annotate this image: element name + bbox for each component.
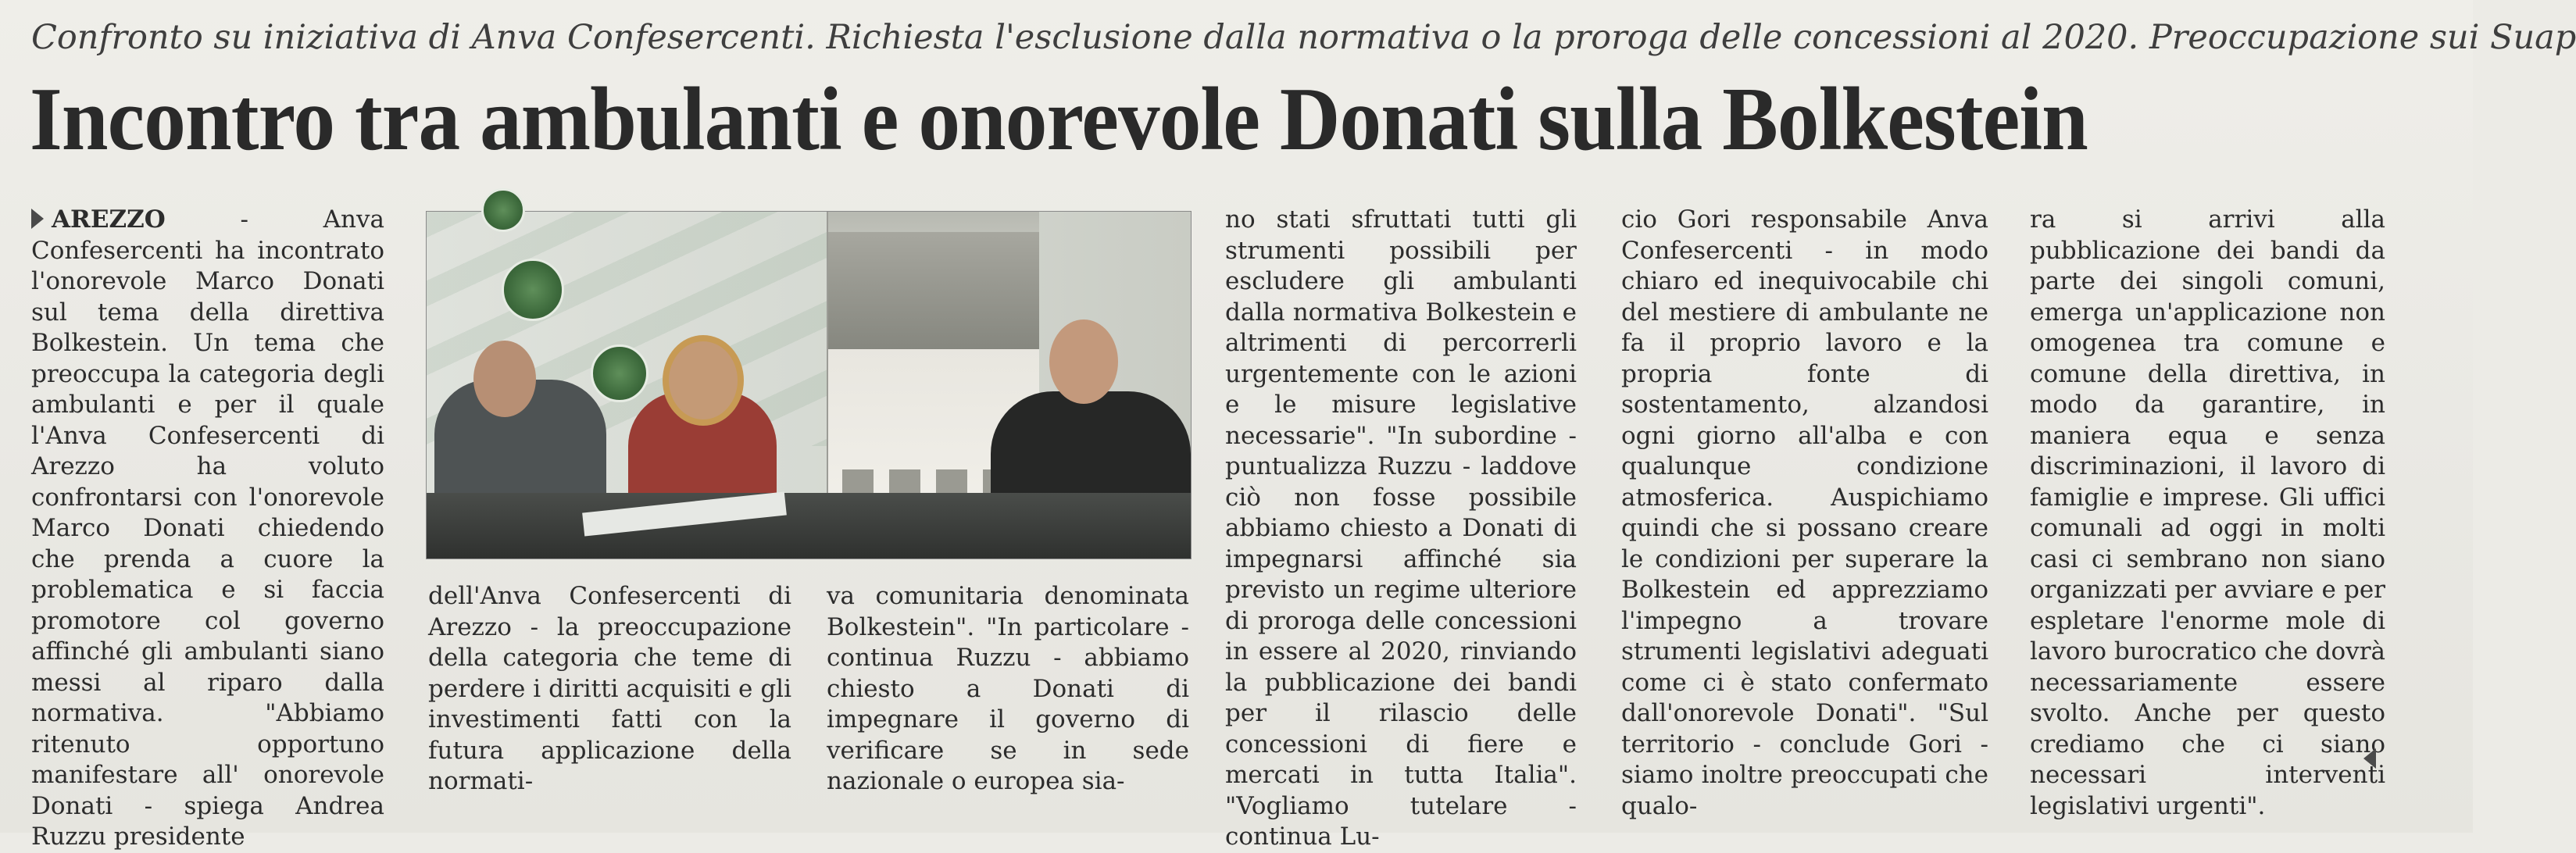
column-5-text: cio Gori responsabile Anva Confesercenti - in modo chiaro ed inequivocabile chi del mestiere di ambulante ne fa il proprio lavoro e la propria fonte di sostentamento, alzandosi ogni giorno all'alba e con qualunque condizione atmosferica. Auspichiamo quindi che si possano creare le condizioni per superare la Bolkestein ed apprezziamo l'impegno a trovare strumenti legislativi adeguati come ci è stato confermato dall'onorevole Donati". "Sul territorio - conclude Gori - siamo inoltre preoccupati che qualo-: [1621, 205, 1988, 820]
photo-logo-mark: [502, 259, 564, 321]
paragraph-start-marker: [31, 209, 44, 229]
article-column-6: [2030, 205, 2385, 820]
photo-logo-mark: [591, 344, 648, 402]
column-3-text: va comunitaria denominata Bolkestein". "In particolare - continua Ruzzu - abbiamo chiesto a Donati di impegnare il governo di verificare se in sede nazionale o europea sia-: [827, 582, 1189, 795]
article-kicker: Confronto su iniziativa di Anva Confesercenti. Richiesta l'esclusione dalla normativa o la proroga delle concessioni al 2020. Preoccupazione sui Suap: [31, 18, 2576, 57]
photo-banner-image: [828, 232, 1039, 349]
photo-person-head: [1049, 319, 1118, 404]
column-2-text: dell'Anva Confesercenti di Arezzo - la preoccupazione della categoria che teme di perdere i diritti acquisiti e gli investimenti fatti con la futura applicazione della normati-: [428, 582, 791, 795]
photo-person-head: [473, 341, 536, 417]
column-1-text: - Anva Confesercenti ha incontrato l'onorevole Marco Donati sul tema della direttiva Bolkestein. Un tema che preoccupa la categoria degli ambulanti e per il quale l'Anva Confesercenti di Arezzo ha voluto confrontarsi con l'onorevole Marco Donati chiedendo che prenda a cuore la problematica e si faccia promotore col governo affinché gli ambulanti siano messi al riparo dalla normativa. "Abbiamo ritenuto opportuno manifestare all' onorevole Donati - spiega Andrea Ruzzu presidente: [31, 205, 384, 851]
article-column-3: [827, 581, 1189, 816]
article-headline: Incontro tra ambulanti e onorevole Donati sulla Bolkestein: [30, 70, 2088, 170]
article-dateline: AREZZO: [52, 205, 166, 234]
photo-table: [427, 493, 1191, 559]
article-column-1: [31, 205, 384, 851]
article-end-marker: [2363, 748, 2376, 769]
article-column-5: [1621, 205, 1988, 820]
photo-logo-mark: [481, 188, 525, 232]
column-4-text: no stati sfruttati tutti gli strumenti possibili per escludere gli ambulanti dalla normativa Bolkestein e altrimenti di percorrerli urgentemente con le azioni e le misure legislative necessarie". "In subordine - puntualizza Ruzzu - laddove ciò non fosse possibile abbiamo chiesto a Donati di impegnarsi affinché sia previsto un regime ulteriore di proroga delle concessioni in essere al 2020, rinviando la pubblicazione dei bandi per il rilascio delle concessioni di fiere e mercati in tutta Italia". "Vogliamo tutelare - continua Lu-: [1225, 205, 1577, 851]
article-column-4: [1225, 205, 1577, 851]
article-column-2: [428, 581, 791, 816]
photo-person-head: [663, 335, 744, 426]
column-6-text: ra si arrivi alla pubblicazione dei bandi da parte dei singoli comuni, emerga un'applicazione non omogenea tra comune e comune della direttiva, in modo da garantire, in maniera equa e senza discriminazioni, il lavoro di famiglie e imprese. Gli uffici comunali ad oggi in molti casi ci sembrano non siano organizzati per avviare e per espletare l'enorme mole di lavoro burocratico che dovrà necessariamente essere svolto. Anche per questo crediamo che ci siano necessari interventi legislativi urgenti".: [2030, 205, 2385, 820]
article-photo: [426, 211, 1192, 559]
